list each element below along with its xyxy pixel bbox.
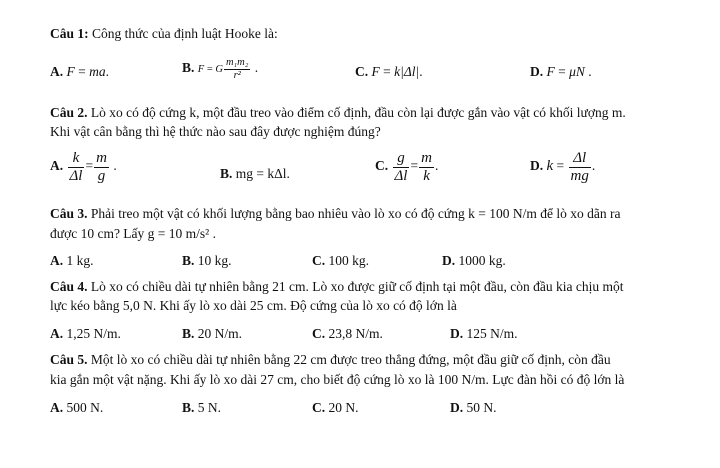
question-5-line2: kia gắn một vật nặng. Khi ấy lò xo dài 27 cm, cho biết độ cứng lò xo là 100 N/m. Lực đàn hồi có độ lớn là bbox=[50, 372, 625, 387]
q3-option-c: C. 100 kg. bbox=[312, 253, 369, 268]
question-3 bbox=[50, 206, 620, 222]
q3-option-a: A. 1 kg. bbox=[50, 253, 94, 268]
q5-option-d: D. 50 N. bbox=[450, 400, 497, 415]
question-5-line1: Một lò xo có chiều dài tự nhiên bằng 22 cm được treo thẳng đứng, một đầu giữ cố định, còn đầu bbox=[87, 352, 611, 367]
question-1 bbox=[50, 26, 278, 42]
question-2-line1: Lò xo có độ cứng k, một đầu treo vào điểm cố định, đầu còn lại được gắn vào vật có khối lượng m. bbox=[87, 105, 626, 120]
question-2-label: Câu 2. bbox=[50, 105, 88, 120]
question-3-label: Câu 3. bbox=[50, 206, 88, 221]
q5-option-c: C. 20 N. bbox=[312, 400, 359, 415]
q3-option-b: B. 10 kg. bbox=[182, 253, 232, 268]
q1-option-d: D. F = μN . bbox=[530, 64, 592, 79]
q3-option-d: D. 1000 kg. bbox=[442, 253, 506, 268]
q1-option-a: A. F = ma. bbox=[50, 64, 109, 79]
q4-option-c: C. 23,8 N/m. bbox=[312, 326, 383, 341]
question-1-label: Câu 1: bbox=[50, 26, 89, 41]
q4-option-b: B. 20 N/m. bbox=[182, 326, 243, 341]
q2-option-b: B. mg = kΔl. bbox=[220, 166, 290, 181]
question-4-label: Câu 4. bbox=[50, 279, 88, 294]
q1-option-b: B. F = G $\frac{\text{m₁m₂}}{\text{r²}}$ . bbox=[182, 57, 259, 81]
q2-option-a: A. $\frac{k}{\Delta l}$ = $\frac{m}{g}$ . bbox=[50, 150, 117, 184]
q1-option-c: C. F = k|Δl|. bbox=[355, 64, 423, 79]
q4-option-d: D. 125 N/m. bbox=[450, 326, 518, 341]
question-3-line2: được 10 cm? Lấy g = 10 m/s² . bbox=[50, 226, 216, 241]
question-4 bbox=[50, 279, 624, 295]
question-3-line1: Phải treo một vật có khối lượng bằng bao nhiêu vào lò xo có độ cứng k = 100 N/m để lò xo dãn ra bbox=[87, 206, 621, 221]
question-5-label: Câu 5. bbox=[50, 352, 88, 367]
question-4-line2: lực kéo bằng 5,0 N. Khi ấy lò xo dài 25 cm. Độ cứng của lò xo có độ lớn là bbox=[50, 298, 457, 313]
q2-option-c: C. $\frac{g}{\Delta l}$ = $\frac{m}{k}$ . bbox=[375, 150, 439, 184]
question-2-line2: Khi vật cân bằng thì hệ thức nào sau đây được nghiệm đúng? bbox=[50, 124, 381, 139]
q4-option-a: A. 1,25 N/m. bbox=[50, 326, 121, 341]
question-5 bbox=[50, 352, 611, 368]
q2-option-d: D. k = $\frac{\Delta l}{mg}$ . bbox=[530, 150, 596, 184]
q5-option-a: A. 500 N. bbox=[50, 400, 104, 415]
question-4-line1: Lò xo có chiều dài tự nhiên bằng 21 cm. Lò xo được giữ cố định tại một đầu, còn đầu kia chịu một bbox=[87, 279, 624, 294]
question-1-text: Công thức của định luật Hooke là: bbox=[88, 26, 278, 41]
question-2 bbox=[50, 105, 626, 121]
q5-option-b: B. 5 N. bbox=[182, 400, 222, 415]
